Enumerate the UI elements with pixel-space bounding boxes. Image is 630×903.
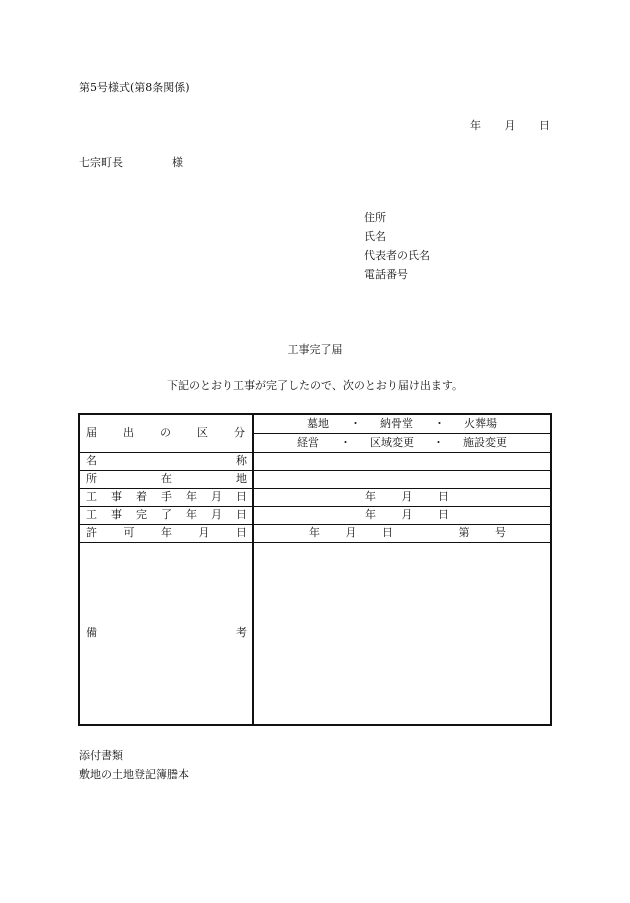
start-label-char: 年 (186, 490, 197, 503)
option-crematorium: 火葬場 (464, 416, 497, 430)
month-unit: 月 (401, 490, 413, 503)
category-label-char: 分 (234, 426, 245, 440)
start-date-label-cell (79, 488, 253, 506)
name-label-char: 称 (236, 454, 247, 467)
complete-label-char: 工 (86, 508, 97, 521)
name-value-cell[interactable] (253, 452, 551, 470)
complete-label-char: 完 (136, 508, 147, 521)
option-management: 経営 (297, 435, 319, 449)
permit-label-char: 日 (236, 526, 247, 539)
remarks-label-cell (79, 542, 253, 725)
permit-year-unit: 年 (309, 526, 320, 539)
date-day-unit: 日 (539, 119, 550, 132)
start-label-char: 工 (86, 490, 97, 503)
permit-month-unit: 月 (345, 526, 357, 539)
document-title: 工事完了届 (287, 343, 343, 356)
category-options-row1 (253, 414, 551, 433)
remarks-value-cell[interactable] (253, 542, 551, 725)
date-line (470, 119, 550, 133)
option-area-change: 区域変更 (370, 435, 414, 449)
complete-label-char: 了 (161, 508, 172, 521)
day-unit: 日 (438, 508, 449, 521)
permit-number-prefix: 第 (458, 526, 470, 539)
option-cemetery: 墓地 (307, 416, 329, 430)
location-label-char: 所 (86, 472, 97, 485)
start-label-char: 手 (161, 490, 172, 503)
option-ossuary: 納骨堂 (380, 416, 413, 430)
location-label-char: 在 (161, 472, 172, 485)
name-label-char: 名 (86, 454, 97, 467)
applicant-address-label: 住所 (364, 211, 386, 224)
permit-label-char: 月 (198, 526, 210, 539)
remarks-label-char: 備 (86, 626, 97, 640)
option-facility-change: 施設変更 (463, 435, 507, 449)
addressee-honorific: 様 (172, 156, 183, 169)
permit-label-char: 年 (161, 526, 172, 539)
category-label-char: の (160, 426, 171, 440)
date-month-unit: 月 (504, 119, 516, 132)
date-year-unit: 年 (470, 119, 481, 132)
attachments-item: 敷地の土地登記簿謄本 (79, 768, 189, 781)
permit-day-unit: 日 (382, 526, 393, 539)
year-unit: 年 (365, 490, 376, 503)
completion-date-label-cell (79, 506, 253, 524)
location-value-cell[interactable] (253, 470, 551, 488)
permit-value-cell[interactable] (253, 524, 551, 542)
location-label-cell (79, 470, 253, 488)
complete-label-char: 月 (211, 508, 222, 521)
complete-label-char: 事 (111, 508, 122, 521)
option-separator: ・ (340, 435, 351, 449)
start-date-value-cell[interactable] (253, 488, 551, 506)
form-number: 第5号様式(第8条関係) (79, 81, 190, 94)
category-label-cell (79, 414, 253, 452)
complete-label-char: 日 (236, 508, 247, 521)
permit-label-char: 許 (86, 526, 97, 539)
option-separator: ・ (434, 416, 445, 430)
day-unit: 日 (438, 490, 449, 503)
remarks-label-char: 考 (236, 626, 247, 640)
notification-table (78, 413, 552, 726)
category-label-char: 区 (197, 426, 208, 440)
intro-text: 下記のとおり工事が完了したので、次のとおり届け出ます。 (167, 379, 463, 392)
completion-date-value-cell[interactable] (253, 506, 551, 524)
category-options-row2 (253, 433, 551, 452)
option-separator: ・ (350, 416, 361, 430)
permit-date-label-cell (79, 524, 253, 542)
category-label-char: 届 (86, 426, 97, 440)
start-label-char: 着 (136, 490, 147, 503)
option-separator: ・ (433, 435, 444, 449)
applicant-representative-label: 代表者の氏名 (364, 249, 430, 262)
name-label-cell (79, 452, 253, 470)
applicant-phone-label: 電話番号 (364, 268, 408, 281)
location-label-char: 地 (236, 472, 247, 485)
addressee-name: 七宗町長 (79, 156, 123, 169)
applicant-name-label: 氏名 (364, 230, 386, 243)
permit-number-suffix: 号 (495, 526, 506, 539)
attachments-heading: 添付書類 (79, 749, 123, 762)
start-label-char: 日 (236, 490, 247, 503)
permit-label-char: 可 (123, 526, 135, 539)
start-label-char: 事 (111, 490, 122, 503)
year-unit: 年 (365, 508, 376, 521)
month-unit: 月 (401, 508, 413, 521)
category-label-char: 出 (123, 426, 134, 440)
complete-label-char: 年 (186, 508, 197, 521)
start-label-char: 月 (211, 490, 222, 503)
